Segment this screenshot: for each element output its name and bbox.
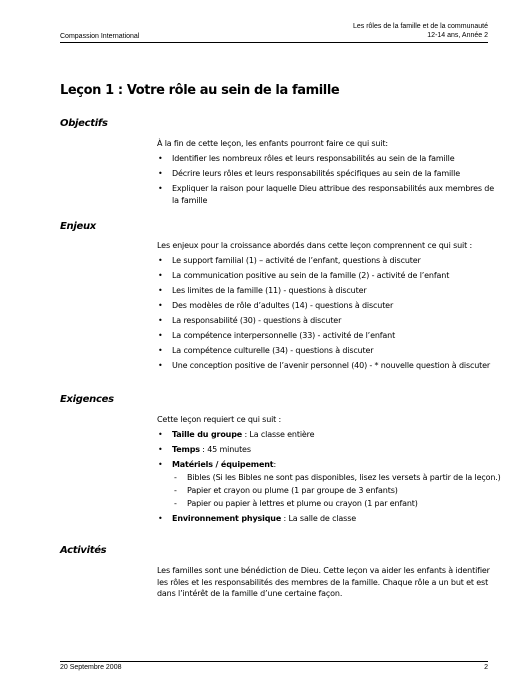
objectifs-list — [157, 153, 502, 206]
section-heading-exigences: Exigences — [60, 394, 114, 405]
list-item: • La compétence culturelle (34) - questions à discuter — [157, 345, 502, 357]
list-item — [157, 429, 502, 441]
footer-date: 20 Septembre 2008 — [60, 664, 122, 671]
list-item: • Décrire leurs rôles et leurs responsabilités spécifiques au sein de la famille — [157, 168, 502, 180]
sublist-item: - Bibles (Si les Bibles ne sont pas disponibles, lisez les versets à partir de la leçon.) — [172, 472, 502, 484]
list-item: • Les limites de la famille (11) - questions à discuter — [157, 285, 502, 297]
objectifs-block — [157, 138, 502, 206]
enjeux-list — [157, 255, 502, 372]
page-number: 2 — [484, 664, 488, 671]
section-heading-activites: Activités — [60, 545, 107, 556]
header-divider — [60, 42, 488, 43]
item-value: : La classe entière — [242, 430, 315, 439]
header-course — [353, 22, 488, 40]
activites-block — [157, 565, 502, 600]
item-label: Matériels / équipement — [172, 460, 274, 469]
enjeux-intro: Les enjeux pour la croissance abordés dans cette leçon comprennent ce qui suit : — [157, 241, 473, 250]
section-heading-enjeux: Enjeux — [60, 221, 96, 232]
item-label: Taille du groupe — [172, 430, 243, 439]
header-course-level: 12-14 ans, Année 2 — [427, 32, 488, 39]
item-value: : — [273, 460, 276, 469]
list-item — [157, 513, 502, 525]
item-label: Environnement physique — [172, 514, 282, 523]
item-value: : La salle de classe — [281, 514, 356, 523]
header-course-title: Les rôles de la famille et de la communauté — [352, 23, 488, 30]
list-item: • Le support familial (1) – activité de l’enfant, questions à discuter — [157, 255, 502, 267]
sublist-item: - Papier et crayon ou plume (1 par groupe de 3 enfants) — [172, 485, 502, 497]
exigences-block — [157, 414, 502, 525]
sublist-item: - Papier ou papier à lettres et plume ou crayon (1 par enfant) — [172, 498, 502, 510]
activites-text: Les familles sont une bénédiction de Dieu. Cette leçon va aider les enfants à identifier les rôles et les responsabilités des membres de la famille. Chaque rôle a un but et est dans l’intérêt de la famille d’une certaine façon. — [157, 566, 490, 598]
list-item: • La compétence interpersonnelle (33) - activité de l’enfant — [157, 330, 502, 342]
list-item: • La responsabilité (30) - questions à discuter — [157, 315, 502, 327]
exigences-intro: Cette leçon requiert ce qui suit : — [157, 415, 282, 424]
list-item — [157, 459, 502, 510]
section-heading-objectifs: Objectifs — [60, 118, 108, 129]
objectifs-intro: À la fin de cette leçon, les enfants pourront faire ce qui suit: — [157, 139, 388, 148]
footer-divider — [60, 661, 488, 662]
header-org: Compassion International — [60, 33, 140, 40]
lesson-title: Leçon 1 : Votre rôle au sein de la famille — [60, 83, 340, 98]
item-label: Temps — [172, 445, 200, 454]
item-value: : 45 minutes — [199, 445, 251, 454]
list-item: • Identifier les nombreux rôles et leurs responsabilités au sein de la famille — [157, 153, 502, 165]
list-item: • Une conception positive de l’avenir personnel (40) - * nouvelle question à discuter — [157, 360, 502, 372]
enjeux-block — [157, 240, 502, 372]
list-item: • Expliquer la raison pour laquelle Dieu attribue des responsabilités aux membres de la famille — [157, 183, 502, 206]
exigences-list — [157, 429, 502, 525]
list-item — [157, 444, 502, 456]
list-item: • Des modèles de rôle d’adultes (14) - questions à discuter — [157, 300, 502, 312]
materiels-sublist — [172, 472, 502, 510]
list-item: • La communication positive au sein de la famille (2) - activité de l’enfant — [157, 270, 502, 282]
